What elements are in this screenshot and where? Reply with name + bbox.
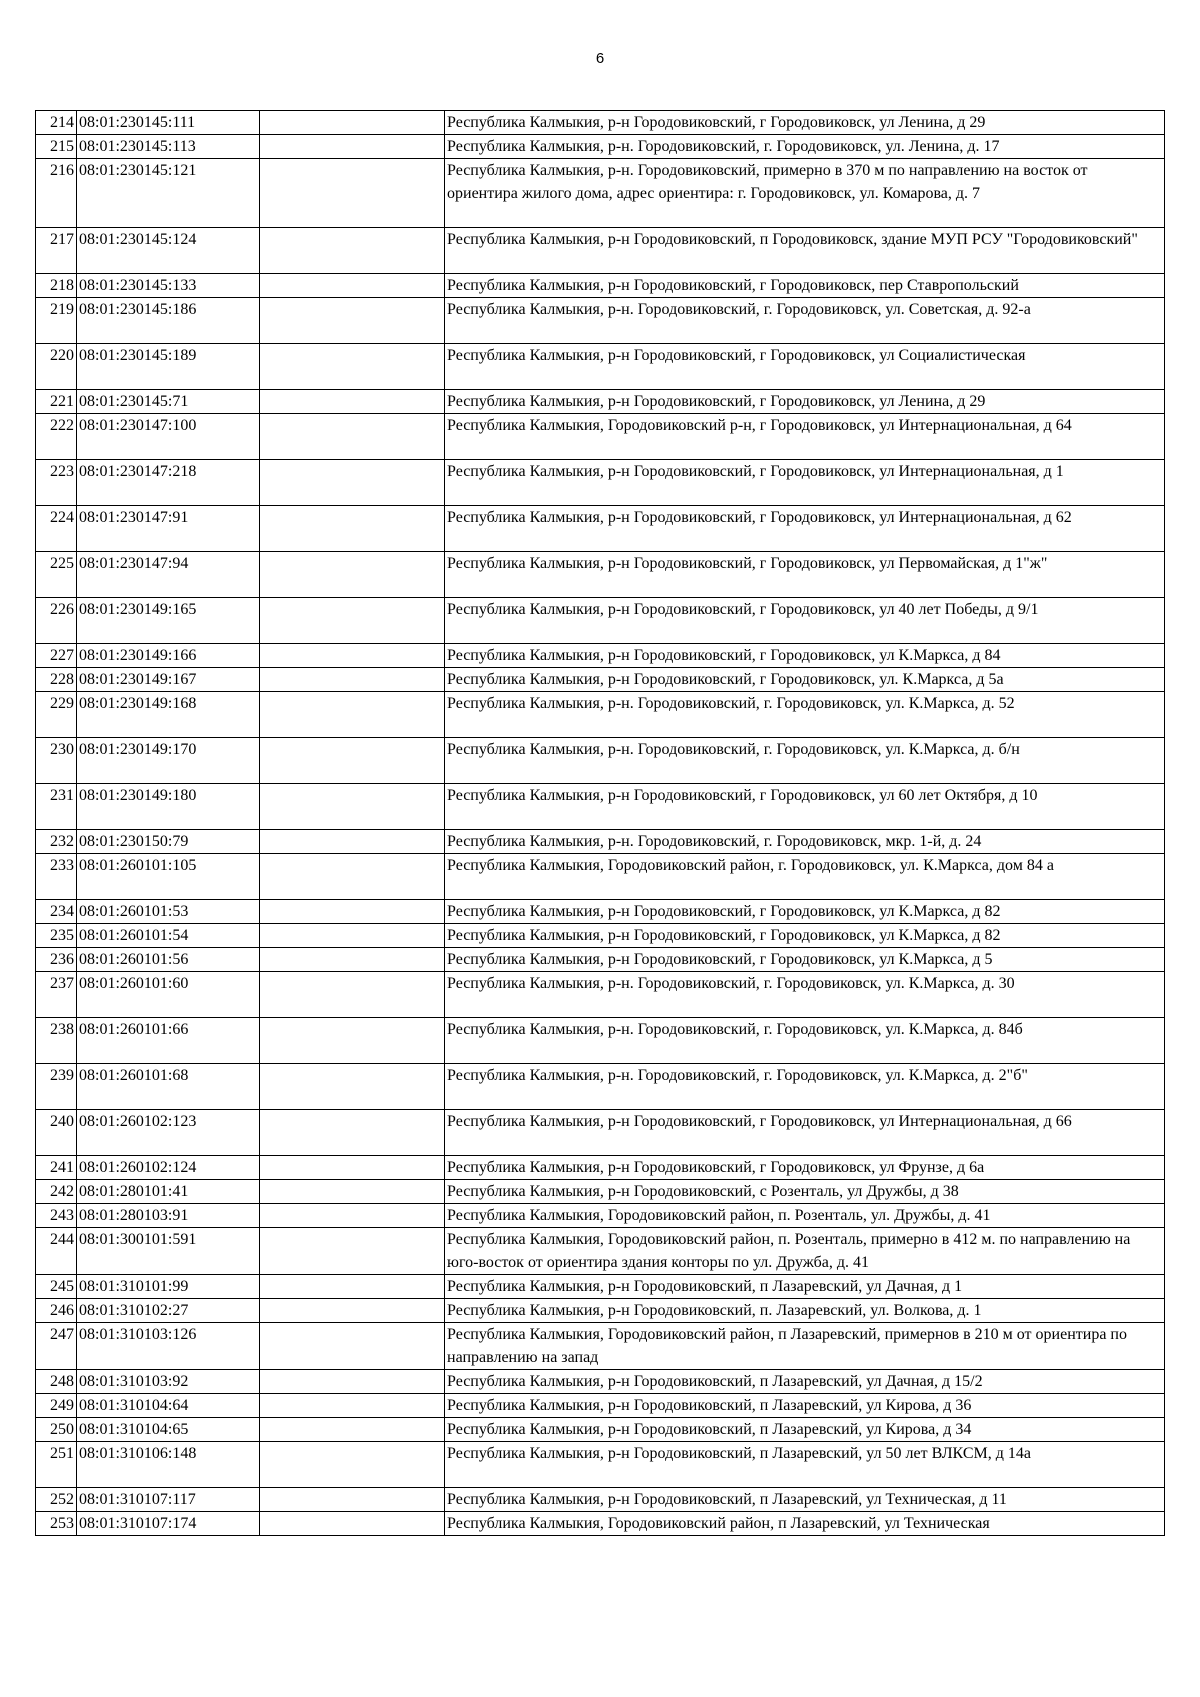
cadastral-number-cell: 08:01:230150:79 [77,830,260,854]
empty-cell [260,1275,445,1299]
row-number-cell: 220 [36,344,77,390]
table-row [36,298,1165,344]
address-cell: Республика Калмыкия, Городовиковский район, п Лазаревский, ул Техническая [445,1512,1165,1536]
registry-table [35,110,1165,1536]
row-number-cell: 215 [36,135,77,159]
row-number-cell: 228 [36,668,77,692]
row-number-cell: 231 [36,784,77,830]
empty-cell [260,1228,445,1275]
address-cell: Республика Калмыкия, р-н. Городовиковский, г. Городовиковск, ул. К.Маркса, д. 2"б" [445,1064,1165,1110]
row-number-cell: 235 [36,924,77,948]
empty-cell [260,644,445,668]
address-cell: Республика Калмыкия, р-н Городовиковский, г Городовиковск, ул 60 лет Октября, д 10 [445,784,1165,830]
cadastral-number-cell: 08:01:310104:65 [77,1418,260,1442]
address-cell: Республика Калмыкия, Городовиковский район, г. Городовиковск, ул. К.Маркса, дом 84 а [445,854,1165,900]
row-number-cell: 252 [36,1488,77,1512]
cadastral-number-cell: 08:01:230149:167 [77,668,260,692]
row-number-cell: 239 [36,1064,77,1110]
row-number-cell: 217 [36,228,77,274]
cadastral-number-cell: 08:01:230147:91 [77,506,260,552]
empty-cell [260,972,445,1018]
table-row [36,1110,1165,1156]
cadastral-number-cell: 08:01:260101:60 [77,972,260,1018]
empty-cell [260,924,445,948]
cadastral-number-cell: 08:01:260101:66 [77,1018,260,1064]
row-number-cell: 224 [36,506,77,552]
address-cell: Республика Калмыкия, р-н Городовиковский, г Городовиковск, ул Интернациональная, д 1 [445,460,1165,506]
table-row [36,830,1165,854]
row-number-cell: 237 [36,972,77,1018]
empty-cell [260,948,445,972]
row-number-cell: 230 [36,738,77,784]
empty-cell [260,1394,445,1418]
cadastral-number-cell: 08:01:260102:123 [77,1110,260,1156]
empty-cell [260,228,445,274]
address-cell: Республика Калмыкия, р-н Городовиковский, с Розенталь, ул Дружбы, д 38 [445,1180,1165,1204]
cadastral-number-cell: 08:01:310101:99 [77,1275,260,1299]
cadastral-number-cell: 08:01:260101:56 [77,948,260,972]
empty-cell [260,1370,445,1394]
empty-cell [260,1204,445,1228]
address-cell: Республика Калмыкия, р-н. Городовиковский, г. Городовиковск, мкр. 1-й, д. 24 [445,830,1165,854]
row-number-cell: 218 [36,274,77,298]
address-cell: Республика Калмыкия, р-н. Городовиковский, г. Городовиковск, ул. К.Маркса, д. 84б [445,1018,1165,1064]
row-number-cell: 248 [36,1370,77,1394]
row-number-cell: 251 [36,1442,77,1488]
cadastral-number-cell: 08:01:230147:94 [77,552,260,598]
address-cell: Республика Калмыкия, р-н Городовиковский, г Городовиковск, ул Интернациональная, д 62 [445,506,1165,552]
row-number-cell: 234 [36,900,77,924]
row-number-cell: 226 [36,598,77,644]
cadastral-number-cell: 08:01:280103:91 [77,1204,260,1228]
cadastral-number-cell: 08:01:230145:189 [77,344,260,390]
table-row [36,390,1165,414]
address-cell: Республика Калмыкия, р-н Городовиковский, п Лазаревский, ул Техническая, д 11 [445,1488,1165,1512]
table-row [36,1064,1165,1110]
table-row [36,344,1165,390]
cadastral-number-cell: 08:01:230145:186 [77,298,260,344]
empty-cell [260,1299,445,1323]
empty-cell [260,1064,445,1110]
address-cell: Республика Калмыкия, Городовиковский район, п. Розенталь, ул. Дружбы, д. 41 [445,1204,1165,1228]
address-cell: Республика Калмыкия, р-н Городовиковский, г Городовиковск, ул К.Маркса, д 82 [445,924,1165,948]
cadastral-number-cell: 08:01:310106:148 [77,1442,260,1488]
empty-cell [260,784,445,830]
cadastral-number-cell: 08:01:230149:165 [77,598,260,644]
address-cell: Республика Калмыкия, р-н Городовиковский, п Лазаревский, ул 50 лет ВЛКСМ, д 14а [445,1442,1165,1488]
table-row [36,1018,1165,1064]
page-number: 6 [595,50,605,67]
row-number-cell: 216 [36,159,77,228]
table-row [36,135,1165,159]
row-number-cell: 221 [36,390,77,414]
table-row [36,598,1165,644]
empty-cell [260,111,445,135]
table-row [36,1228,1165,1275]
row-number-cell: 222 [36,414,77,460]
table-row [36,948,1165,972]
address-cell: Республика Калмыкия, р-н Городовиковский, п Лазаревский, ул Дачная, д 1 [445,1275,1165,1299]
row-number-cell: 240 [36,1110,77,1156]
cadastral-number-cell: 08:01:260102:124 [77,1156,260,1180]
row-number-cell: 229 [36,692,77,738]
empty-cell [260,390,445,414]
table-row [36,1418,1165,1442]
address-cell: Республика Калмыкия, р-н. Городовиковский, г. Городовиковск, ул. К.Маркса, д. 52 [445,692,1165,738]
row-number-cell: 250 [36,1418,77,1442]
table-row [36,854,1165,900]
cadastral-number-cell: 08:01:230149:170 [77,738,260,784]
empty-cell [260,135,445,159]
row-number-cell: 232 [36,830,77,854]
table-row [36,460,1165,506]
row-number-cell: 233 [36,854,77,900]
cadastral-number-cell: 08:01:310107:117 [77,1488,260,1512]
empty-cell [260,344,445,390]
cadastral-number-cell: 08:01:310103:92 [77,1370,260,1394]
empty-cell [260,1323,445,1370]
empty-cell [260,1110,445,1156]
table-row [36,1394,1165,1418]
table-row [36,924,1165,948]
row-number-cell: 247 [36,1323,77,1370]
address-cell: Республика Калмыкия, р-н Городовиковский, г Городовиковск, пер Ставропольский [445,274,1165,298]
table-row [36,738,1165,784]
address-cell: Республика Калмыкия, р-н Городовиковский, г Городовиковск, ул Фрунзе, д 6а [445,1156,1165,1180]
address-cell: Республика Калмыкия, Городовиковский р-н, г Городовиковск, ул Интернациональная, д 64 [445,414,1165,460]
address-cell: Республика Калмыкия, р-н Городовиковский, г Городовиковск, ул Ленина, д 29 [445,111,1165,135]
empty-cell [260,1018,445,1064]
table-row [36,1323,1165,1370]
address-cell: Республика Калмыкия, р-н Городовиковский, г Городовиковск, ул Социалистическая [445,344,1165,390]
row-number-cell: 223 [36,460,77,506]
cadastral-number-cell: 08:01:230145:133 [77,274,260,298]
row-number-cell: 245 [36,1275,77,1299]
cadastral-number-cell: 08:01:260101:53 [77,900,260,924]
empty-cell [260,298,445,344]
empty-cell [260,692,445,738]
address-cell: Республика Калмыкия, р-н Городовиковский, г Городовиковск, ул 40 лет Победы, д 9/1 [445,598,1165,644]
address-cell: Республика Калмыкия, р-н Городовиковский, п. Лазаревский, ул. Волкова, д. 1 [445,1299,1165,1323]
address-cell: Республика Калмыкия, р-н Городовиковский, п Лазаревский, ул Дачная, д 15/2 [445,1370,1165,1394]
row-number-cell: 246 [36,1299,77,1323]
cadastral-number-cell: 08:01:230145:111 [77,111,260,135]
address-cell: Республика Калмыкия, р-н Городовиковский, г Городовиковск, ул. К.Маркса, д 5а [445,668,1165,692]
address-cell: Республика Калмыкия, р-н Городовиковский, п Лазаревский, ул Кирова, д 36 [445,1394,1165,1418]
row-number-cell: 214 [36,111,77,135]
address-cell: Республика Калмыкия, р-н Городовиковский, г Городовиковск, ул К.Маркса, д 82 [445,900,1165,924]
address-cell: Республика Калмыкия, Городовиковский район, п. Розенталь, примерно в 412 м. по направлению на юго-восток от ориентира здания конторы по ул. Дружба, д. 41 [445,1228,1165,1275]
address-cell: Республика Калмыкия, р-н Городовиковский, г Городовиковск, ул Ленина, д 29 [445,390,1165,414]
cadastral-number-cell: 08:01:230149:166 [77,644,260,668]
row-number-cell: 242 [36,1180,77,1204]
empty-cell [260,414,445,460]
table-row [36,644,1165,668]
cadastral-number-cell: 08:01:310102:27 [77,1299,260,1323]
cadastral-number-cell: 08:01:260101:68 [77,1064,260,1110]
cadastral-number-cell: 08:01:280101:41 [77,1180,260,1204]
address-cell: Республика Калмыкия, р-н. Городовиковский, г. Городовиковск, ул. Ленина, д. 17 [445,135,1165,159]
registry-table-body [36,111,1165,1536]
cadastral-number-cell: 08:01:310107:174 [77,1512,260,1536]
table-row [36,1299,1165,1323]
row-number-cell: 244 [36,1228,77,1275]
row-number-cell: 249 [36,1394,77,1418]
cadastral-number-cell: 08:01:260101:105 [77,854,260,900]
address-cell: Республика Калмыкия, р-н. Городовиковский, примерно в 370 м по направлению на восток от ориентира жилого дома, адрес ориентира: г. Городовиковск, ул. Комарова, д. 7 [445,159,1165,228]
empty-cell [260,1512,445,1536]
row-number-cell: 225 [36,552,77,598]
address-cell: Республика Калмыкия, Городовиковский район, п Лазаревский, примернов в 210 м от ориентира по направлению на запад [445,1323,1165,1370]
row-number-cell: 241 [36,1156,77,1180]
table-row [36,1204,1165,1228]
address-cell: Республика Калмыкия, р-н Городовиковский, г Городовиковск, ул К.Маркса, д 5 [445,948,1165,972]
address-cell: Республика Калмыкия, р-н Городовиковский, п Городовиковск, здание МУП РСУ "Городовиковский" [445,228,1165,274]
cadastral-number-cell: 08:01:230149:168 [77,692,260,738]
row-number-cell: 219 [36,298,77,344]
row-number-cell: 236 [36,948,77,972]
row-number-cell: 243 [36,1204,77,1228]
table-row [36,972,1165,1018]
table-row [36,228,1165,274]
cadastral-number-cell: 08:01:260101:54 [77,924,260,948]
table-row [36,1512,1165,1536]
address-cell: Республика Калмыкия, р-н Городовиковский, г Городовиковск, ул К.Маркса, д 84 [445,644,1165,668]
table-row [36,1275,1165,1299]
cadastral-number-cell: 08:01:230149:180 [77,784,260,830]
address-cell: Республика Калмыкия, р-н Городовиковский, г Городовиковск, ул Интернациональная, д 66 [445,1110,1165,1156]
empty-cell [260,159,445,228]
table-row [36,274,1165,298]
cadastral-number-cell: 08:01:230145:124 [77,228,260,274]
empty-cell [260,854,445,900]
empty-cell [260,1488,445,1512]
cadastral-number-cell: 08:01:230145:71 [77,390,260,414]
row-number-cell: 253 [36,1512,77,1536]
empty-cell [260,1442,445,1488]
cadastral-number-cell: 08:01:230147:100 [77,414,260,460]
empty-cell [260,1418,445,1442]
empty-cell [260,1180,445,1204]
table-row [36,668,1165,692]
table-row [36,1180,1165,1204]
empty-cell [260,460,445,506]
cadastral-number-cell: 08:01:230145:121 [77,159,260,228]
table-row [36,692,1165,738]
table-row [36,506,1165,552]
address-cell: Республика Калмыкия, р-н Городовиковский, п Лазаревский, ул Кирова, д 34 [445,1418,1165,1442]
address-cell: Республика Калмыкия, р-н. Городовиковский, г. Городовиковск, ул. Советская, д. 92-а [445,298,1165,344]
cadastral-number-cell: 08:01:310104:64 [77,1394,260,1418]
empty-cell [260,900,445,924]
empty-cell [260,598,445,644]
cadastral-number-cell: 08:01:310103:126 [77,1323,260,1370]
table-row [36,900,1165,924]
table-row [36,1442,1165,1488]
empty-cell [260,274,445,298]
address-cell: Республика Калмыкия, р-н Городовиковский, г Городовиковск, ул Первомайская, д 1"ж" [445,552,1165,598]
row-number-cell: 227 [36,644,77,668]
table-row [36,414,1165,460]
empty-cell [260,552,445,598]
cadastral-number-cell: 08:01:230147:218 [77,460,260,506]
cadastral-number-cell: 08:01:230145:113 [77,135,260,159]
table-row [36,1370,1165,1394]
empty-cell [260,1156,445,1180]
table-row [36,1488,1165,1512]
empty-cell [260,738,445,784]
table-row [36,784,1165,830]
address-cell: Республика Калмыкия, р-н. Городовиковский, г. Городовиковск, ул. К.Маркса, д. б/н [445,738,1165,784]
table-row [36,159,1165,228]
table-row [36,1156,1165,1180]
row-number-cell: 238 [36,1018,77,1064]
empty-cell [260,668,445,692]
empty-cell [260,830,445,854]
table-row [36,552,1165,598]
cadastral-number-cell: 08:01:300101:591 [77,1228,260,1275]
empty-cell [260,506,445,552]
address-cell: Республика Калмыкия, р-н. Городовиковский, г. Городовиковск, ул. К.Маркса, д. 30 [445,972,1165,1018]
table-row [36,111,1165,135]
